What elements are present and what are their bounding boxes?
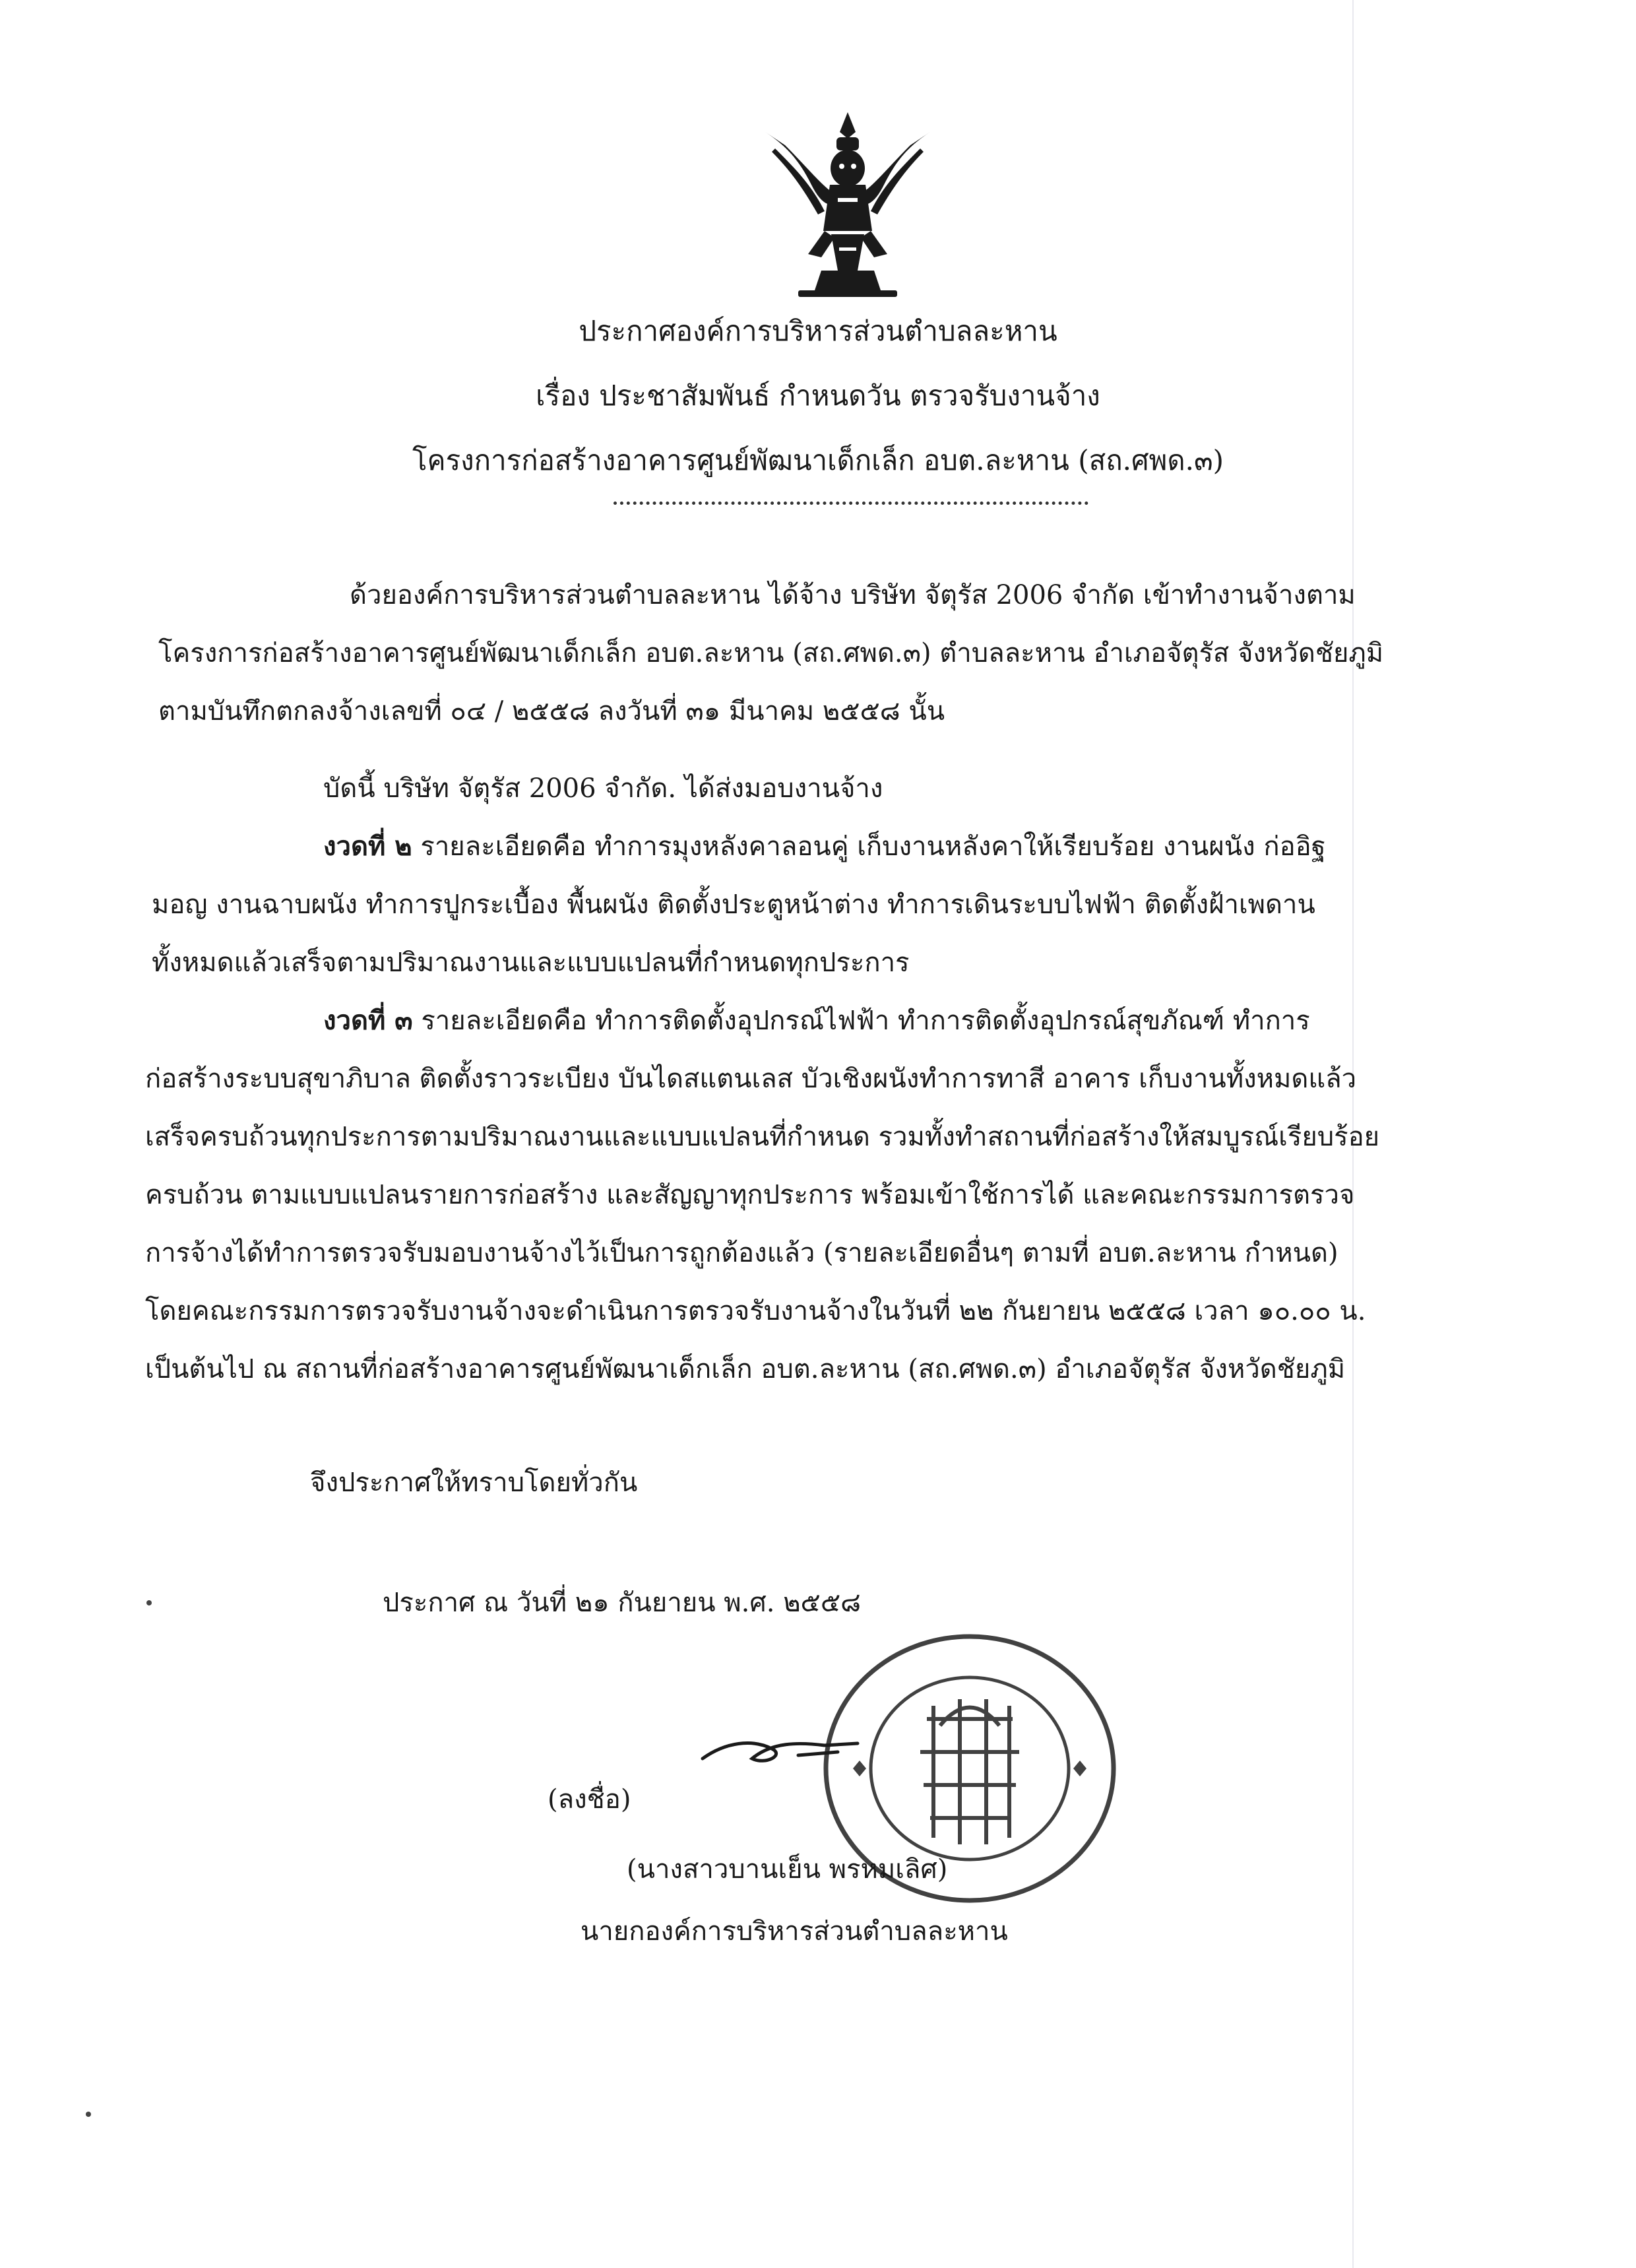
announcement-subject: เรื่อง ประชาสัมพันธ์ กำหนดวัน ตรวจรับงานจ้าง [536,379,1100,412]
signature-icon [699,1729,864,1775]
scan-speck [146,1600,152,1605]
body-line: งวดที่ ๓ รายละเอียดคือ ทำการติดตั้งอุปกรณ์ไฟฟ้า ทำการติดตั้งอุปกรณ์สุขภัณฑ์ ทำการ [323,1005,1310,1036]
installment-label: งวดที่ ๓ [323,1005,413,1036]
scan-speck [86,2112,91,2117]
announcement-date: ประกาศ ณ วันที่ ๒๑ กันยายน พ.ศ. ๒๕๕๘ [383,1588,861,1618]
body-line: การจ้างได้ทำการตรวจรับมอบงานจ้างไว้เป็นการถูกต้องแล้ว (รายละเอียดอื่นๆ ตามที่ อบต.ละหาน กำหนด) [145,1238,1338,1268]
body-line: ครบถ้วน ตามแบบแปลนรายการก่อสร้าง และสัญญาทุกประการ พร้อมเข้าใช้การได้ และคณะกรรมการตรวจ [145,1180,1355,1210]
body-line: โครงการก่อสร้างอาคารศูนย์พัฒนาเด็กเล็ก อบต.ละหาน (สถ.ศพด.๓) ตำบลละหาน อำเภอจัตุรัส จังหวัดชัยภูมิ [158,638,1384,668]
announcement-title: ประกาศองค์การบริหารส่วนตำบลละหาน [579,315,1057,347]
dotted-divider [614,502,1088,506]
body-line: ก่อสร้างระบบสุขาภิบาล ติดตั้งราวระเบียง บันไดสแตนเลส บัวเชิงผนังทำการทาสี อาคาร เก็บงานทั้งหมดแล้ว [145,1064,1357,1094]
signatory-name: (นางสาวบานเย็น พรหมเลิศ) [627,1854,948,1885]
closing-line: จึงประกาศให้ทราบโดยทั่วกัน [310,1468,638,1498]
body-line: ทั้งหมดแล้วเสร็จตามปริมาณงานและแบบแปลนที่กำหนดทุกประการ [152,948,910,978]
body-line: บัดนี้ บริษัท จัตุรัส 2006 จำกัด. ได้ส่งมอบงานจ้าง [323,773,883,804]
body-line: งวดที่ ๒ รายละเอียดคือ ทำการมุงหลังคาลอนคู่ เก็บงานหลังคาให้เรียบร้อย งานผนัง ก่ออิฐ [323,831,1326,862]
body-line: ตามบันทึกตกลงจ้างเลขที่ ๐๔ / ๒๕๕๘ ลงวันที่ ๓๑ มีนาคม ๒๕๕๘ นั้น [158,696,945,727]
body-line: เป็นต้นไป ณ สถานที่ก่อสร้างอาคารศูนย์พัฒนาเด็กเล็ก อบต.ละหาน (สถ.ศพด.๓) อำเภอจัตุรัส จังหวัดชัยภูมิ [145,1354,1346,1384]
signature-label: (ลงชื่อ) [548,1784,631,1815]
signatory-position: นายกองค์การบริหารส่วนตำบลละหาน [581,1916,1008,1947]
project-name: โครงการก่อสร้างอาคารศูนย์พัฒนาเด็กเล็ก อบต.ละหาน (สถ.ศพด.๓) [412,444,1224,476]
body-line: ด้วยองค์การบริหารส่วนตำบลละหาน ได้จ้าง บริษัท จัตุรัส 2006 จำกัด เข้าทำงานจ้างตาม [350,580,1356,610]
garuda-emblem-icon [759,106,937,304]
body-line: มอญ งานฉาบผนัง ทำการปูกระเบื้อง พื้นผนัง ติดตั้งประตูหน้าต่าง ทำการเดินระบบไฟฟ้า ติดตั้งฝ้าเพดาน [152,890,1315,920]
body-line: เสร็จครบถ้วนทุกประการตามปริมาณงานและแบบแปลนที่กำหนด รวมทั้งทำสถานที่ก่อสร้างให้สมบูรณ์เรียบร้อย [145,1122,1380,1152]
installment-label: งวดที่ ๒ [323,831,412,862]
body-line: โดยคณะกรรมการตรวจรับงานจ้างจะดำเนินการตรวจรับงานจ้างในวันที่ ๒๒ กันยายน ๒๕๕๘ เวลา ๑๐.๐๐ น. [145,1296,1366,1326]
